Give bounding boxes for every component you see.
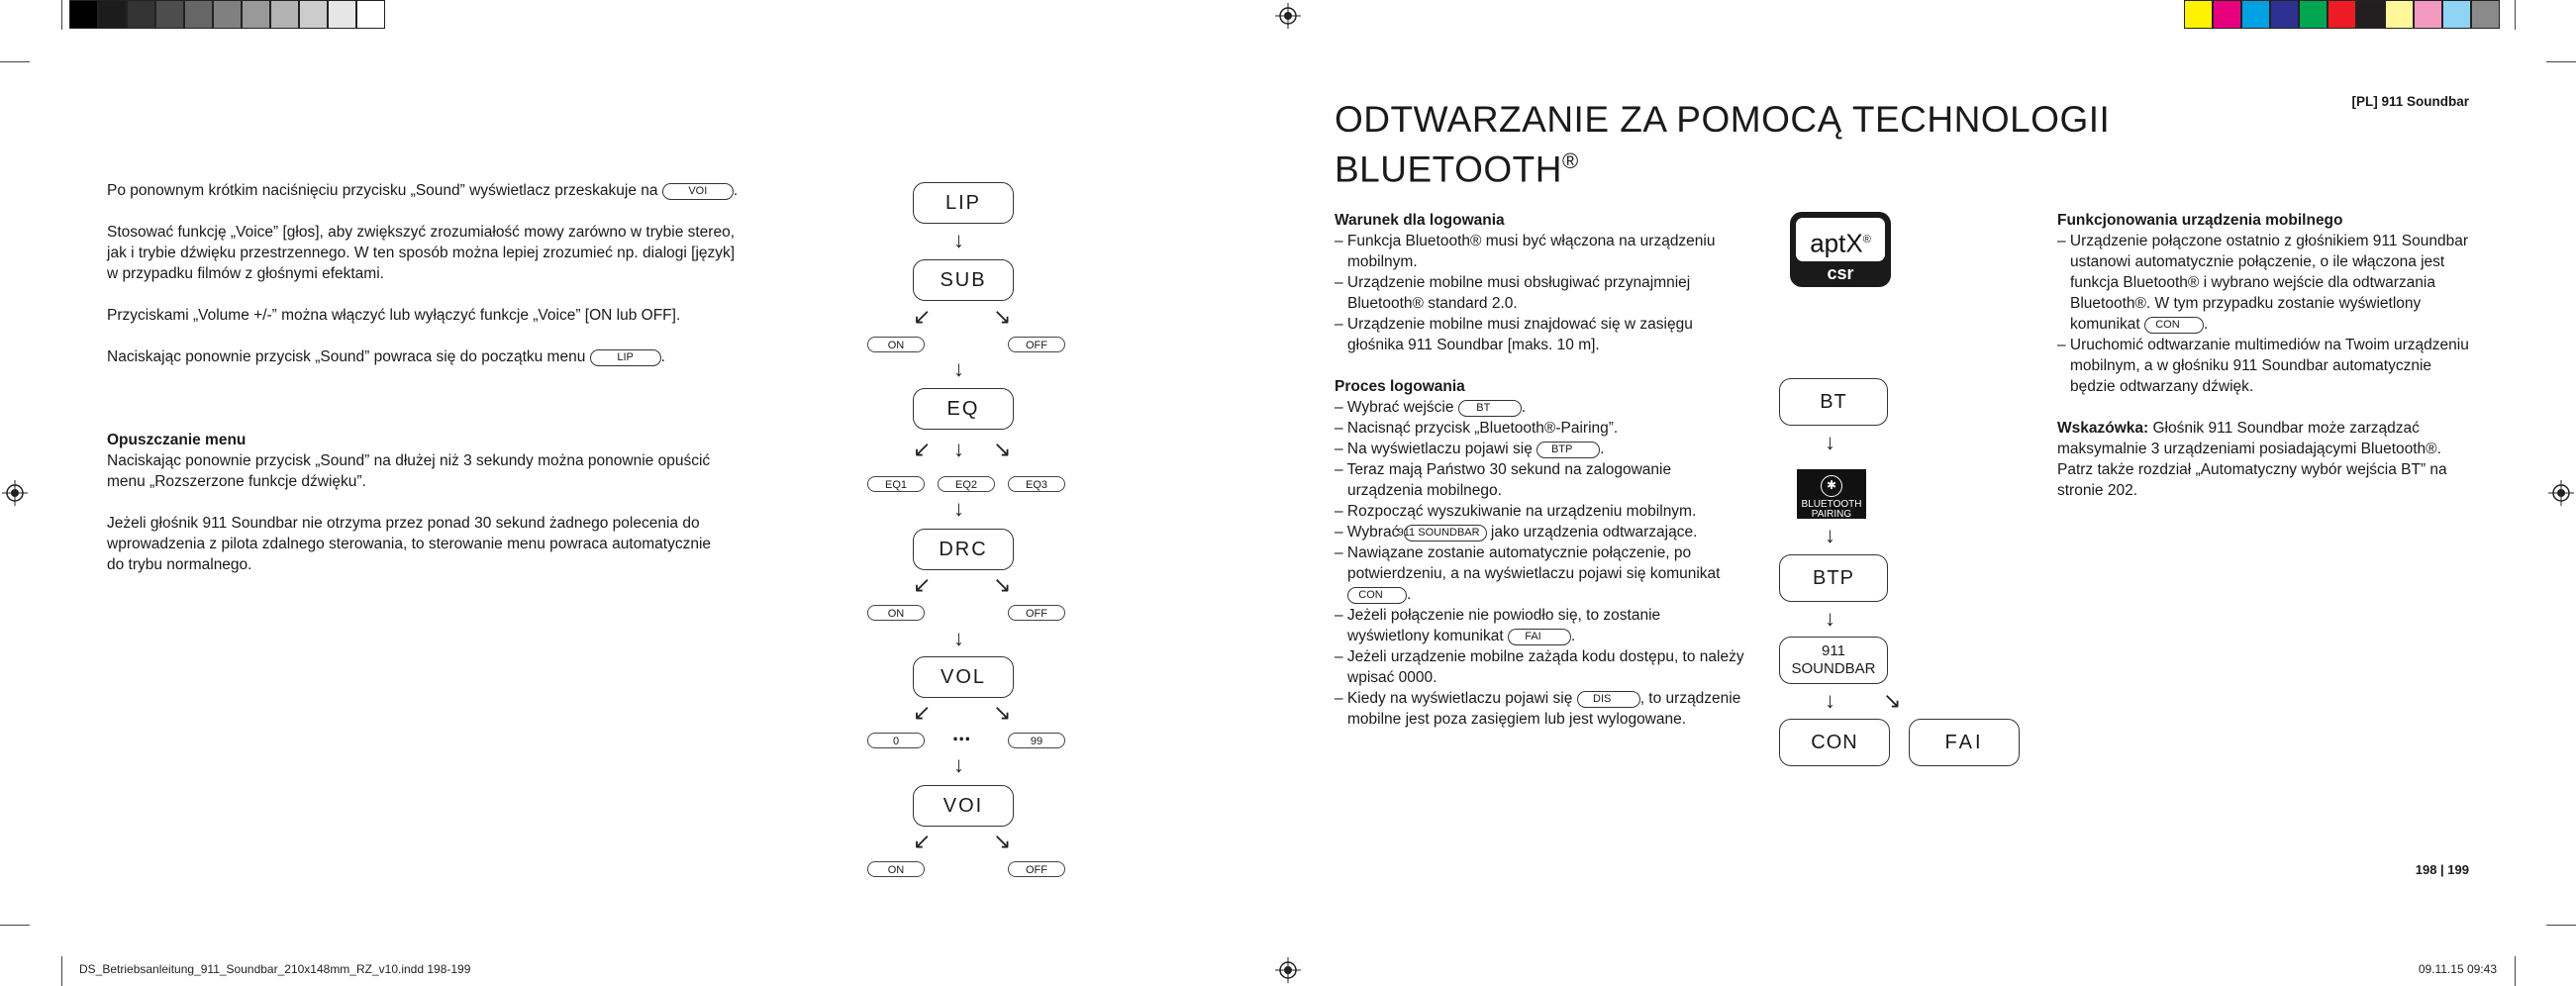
flow-btp: BTP (1779, 554, 1888, 602)
proc-item: – Rozpocząć wyszukiwanie na urządzeniu mobilnym. (1335, 503, 1697, 520)
registration-mark-icon (2548, 480, 2574, 506)
arrow-down-right-icon: ↘ (993, 829, 1012, 853)
footer-date: 09.11.15 09:43 (2418, 962, 2497, 976)
display-pill: BT (1458, 400, 1522, 417)
crop-mark (0, 925, 30, 926)
display-pill: LIP (590, 349, 661, 366)
footer-filename: DS_Betriebsanleitung_911_Soundbar_210x148mm_RZ_v10.indd 198-199 (79, 962, 471, 976)
arrow-down-right-icon: ↘ (1883, 688, 1902, 713)
csr-logo-text: csr (1827, 263, 1854, 283)
crop-mark (2515, 0, 2516, 30)
aptx-logo-text: aptX® (1796, 218, 1885, 261)
arrow-down-right-icon: ↘ (993, 437, 1012, 461)
flow-911-soundbar: 911 SOUNDBAR (1779, 637, 1888, 684)
left-text-column (107, 180, 820, 575)
product-tag: [PL] 911 Soundbar (2351, 94, 2469, 109)
arrow-down-icon: ↓ (1825, 606, 1835, 631)
arrow-down-icon: ↓ (1825, 688, 1835, 713)
arrow-down-icon: ↓ (953, 437, 964, 461)
arrow-down-right-icon: ↘ (993, 572, 1012, 597)
crop-mark (2515, 956, 2516, 986)
display-pill: CON (1347, 587, 1407, 604)
crop-mark (0, 61, 30, 62)
color-swatch (2328, 0, 2356, 29)
arrow-down-icon: ↓ (953, 228, 964, 252)
color-swatch (69, 0, 98, 29)
color-swatch (2356, 0, 2385, 29)
para-volume: Przyciskami „Volume +/-” można włączyć lub wyłączyć funkcje „Voice” [ON lub OFF]. (107, 307, 681, 324)
exit-text: Naciskając ponownie przycisk „Sound” na dłużej niż 3 sekundy można ponownie opuścić menu „Rozszerzone funkcje dźwięku”. (107, 452, 711, 490)
exit-text-2: Jeżeli głośnik 911 Soundbar nie otrzyma przez ponad 30 sekund żadnego polecenia do wprowadzenia z pilota zdalnego sterowania, to sterowanie menu powraca automatycznie do trybu normalnego. (107, 515, 712, 573)
para-lip: Naciskając ponownie przycisk „Sound” powraca się do początku menu LIP . (107, 348, 665, 365)
display-pill: CON (2144, 317, 2204, 334)
option-off: OFF (1008, 337, 1065, 352)
flow-fai: FAI (1909, 719, 2020, 766)
arrow-down-icon: ↓ (1825, 430, 1835, 454)
aptx-csr-logo (1790, 212, 1891, 287)
color-swatch (2471, 0, 2500, 29)
tip: Wskazówka: Głośnik 911 Soundbar może zarządzać maksymalnie 3 urządzeniami posiadającymi Bluetooth®. Patrz także rozdział „Automatyczny wybór wejścia BT” na stronie 202. (2057, 420, 2447, 499)
arrow-down-left-icon: ↙ (913, 437, 932, 461)
color-swatch (184, 0, 213, 29)
option-on: ON (867, 337, 925, 352)
display-pill: 911 SOUNDBAR (1404, 525, 1487, 542)
registration-mark-icon (1275, 3, 1301, 29)
mobile-item: – Uruchomić odtwarzanie multimediów na Twoim urządzeniu mobilnym, a w głośniku 911 Soundbar automatycznie będzie odtwarzany dźwięk. (2057, 337, 2469, 395)
proc-item: – Wybrać wejście BT . (1335, 399, 1527, 416)
flow-con: CON (1779, 719, 1890, 766)
arrow-down-icon: ↓ (1825, 523, 1835, 547)
color-swatch (2385, 0, 2414, 29)
option-off: OFF (1008, 861, 1065, 877)
arrow-down-left-icon: ↙ (913, 829, 932, 853)
option-eq3: EQ3 (1008, 476, 1065, 492)
display-pill: BTP (1536, 442, 1600, 458)
option-on: ON (867, 605, 925, 621)
color-swatch (242, 0, 270, 29)
option-vol-max: 99 (1008, 733, 1065, 748)
flow-voi: VOI (913, 785, 1014, 827)
arrow-down-icon: ↓ (953, 356, 964, 381)
color-swatch (270, 0, 299, 29)
arrow-down-icon: ↓ (953, 496, 964, 521)
arrow-down-icon: ↓ (953, 626, 964, 650)
proc-item: – Na wyświetlaczu pojawi się BTP . (1335, 441, 1605, 457)
proc-item: – Jeżeli urządzenie mobilne zażąda kodu dostępu, to należy wpisać 0000. (1335, 648, 1744, 686)
login-column (1335, 210, 1745, 730)
color-swatch (2184, 0, 2213, 29)
crop-mark (2546, 925, 2576, 926)
mobile-column (2057, 210, 2473, 501)
cond-item: – Urządzenie mobilne musi obsługiwać przynajmniej Bluetooth® standard 2.0. (1335, 274, 1691, 312)
bluetooth-pairing-button: ✱ BLUETOOTH PAIRING (1797, 469, 1866, 519)
color-swatch (98, 0, 127, 29)
color-swatch (2414, 0, 2442, 29)
proc-heading: Proces logowania (1335, 378, 1465, 395)
proc-item: – Nacisnąć przycisk „Bluetooth®-Pairing”. (1335, 420, 1619, 437)
color-swatch (127, 0, 155, 29)
option-eq1: EQ1 (867, 476, 925, 492)
arrow-down-right-icon: ↘ (993, 700, 1012, 725)
cond-item: – Urządzenie mobilne musi znajdować się w zasięgu głośnika 911 Soundbar [maks. 10 m]. (1335, 316, 1693, 353)
arrow-down-left-icon: ↙ (913, 700, 932, 725)
color-swatch (356, 0, 385, 29)
color-swatch (2241, 0, 2270, 29)
option-vol-min: 0 (867, 733, 925, 748)
crop-mark (2546, 61, 2576, 62)
option-eq2: EQ2 (938, 476, 995, 492)
proc-item: – Nawiązane zostanie automatycznie połączenie, po potwierdzeniu, a na wyświetlaczu pojawi się komunikat CON . (1335, 544, 1721, 603)
flow-drc: DRC (913, 529, 1014, 570)
registration-mark-icon (1275, 957, 1301, 983)
registration-mark-icon (2, 480, 28, 506)
display-pill: FAI (1508, 629, 1571, 645)
flow-bt: BT (1779, 378, 1888, 426)
color-swatch (213, 0, 242, 29)
mobile-item: – Urządzenie połączone ostatnio z głośnikiem 911 Soundbar ustanowi automatycznie połączenie, o ile włączona jest funkcja Bluetooth® i wybrano wejście dla odtwarzania Bluetooth®. W tym przypadku zostanie wyświetlony komunikat CON . (2057, 233, 2469, 333)
exit-heading: Opuszczanie menu (107, 432, 247, 448)
display-pill: VOI (662, 183, 734, 200)
color-swatch (2442, 0, 2471, 29)
proc-item: – Jeżeli połączenie nie powiodło się, to zostanie wyświetlony komunikat FAI . (1335, 607, 1661, 644)
proc-item: – Wybrać 911 SOUNDBAR jako urządzenia odtwarzające. (1335, 524, 1698, 541)
para-voi: Po ponownym krótkim naciśnięciu przycisku „Sound” wyświetlacz przeskakuje na VOI . (107, 182, 739, 199)
color-swatch (2213, 0, 2241, 29)
color-swatch (2270, 0, 2299, 29)
color-swatch (328, 0, 356, 29)
option-on: ON (867, 861, 925, 877)
flow-sub: SUB (913, 259, 1014, 301)
arrow-down-left-icon: ↙ (913, 304, 932, 329)
arrow-down-left-icon: ↙ (913, 572, 932, 597)
flow-eq: EQ (913, 388, 1014, 430)
display-pill: DIS (1577, 691, 1640, 708)
cond-heading: Warunek dla logowania (1335, 212, 1505, 229)
page-title: ODTWARZANIE ZA POMOCĄ TECHNOLOGII BLUETOOTH® (1335, 99, 2111, 190)
arrow-down-icon: ↓ (953, 752, 964, 777)
flow-lip: LIP (913, 182, 1014, 224)
bluetooth-icon: ✱ (1821, 475, 1842, 497)
crop-mark (61, 956, 62, 986)
page-numbers: 198 | 199 (2415, 862, 2469, 877)
cond-item: – Funkcja Bluetooth® musi być włączona na urządzeniu mobilnym. (1335, 233, 1716, 270)
arrow-down-right-icon: ↘ (993, 304, 1012, 329)
proc-item: – Teraz mają Państwo 30 sekund na zalogowanie urządzenia mobilnego. (1335, 461, 1672, 499)
proc-item: – Kiedy na wyświetlaczu pojawi się DIS , to urządzenie mobilne jest poza zasięgiem lub jest wylogowane. (1335, 690, 1741, 728)
vol-range-dots: ... (952, 721, 971, 745)
color-swatch (299, 0, 328, 29)
color-swatch (155, 0, 184, 29)
mobile-heading: Funkcjonowania urządzenia mobilnego (2057, 212, 2343, 229)
crop-mark (61, 0, 62, 30)
para-voice: Stosować funkcję „Voice” [głos], aby zwiększyć zrozumiałość mowy zarówno w trybie stereo, jak i trybie dźwięku przestrzennego. W ten sposób można lepiej zrozumieć np. dialogi [język] w przypadku filmów z głośnymi efektami. (107, 224, 736, 282)
flow-vol: VOL (913, 656, 1014, 698)
option-off: OFF (1008, 605, 1065, 621)
color-swatch (2299, 0, 2328, 29)
